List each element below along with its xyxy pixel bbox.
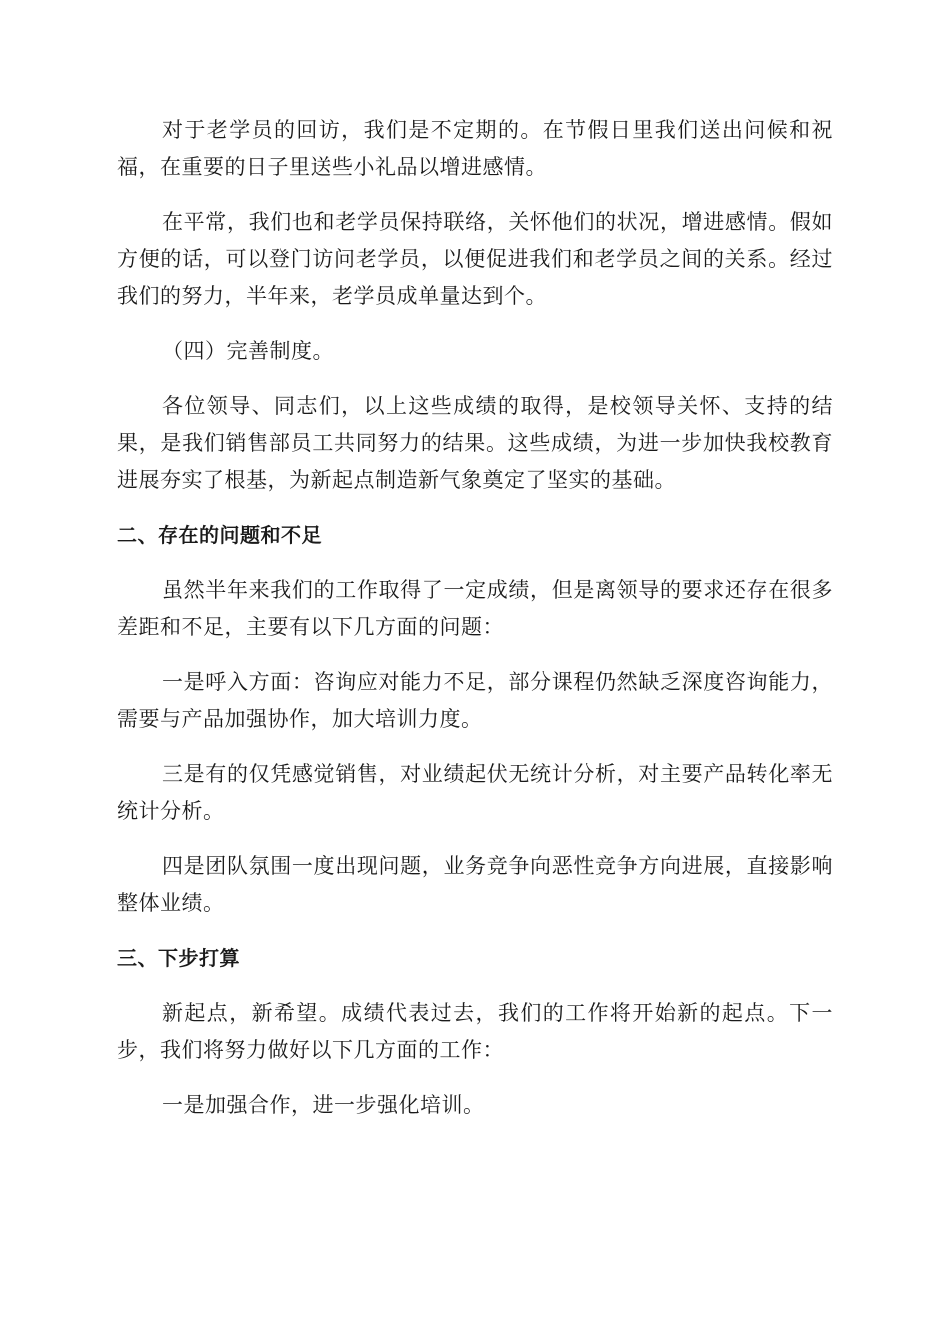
document-body [117,112,833,1142]
paragraph-achievements: 各位领导、同志们，以上这些成绩的取得，是校领导关怀、支持的结果，是我们销售部员工共同努力的结果。这些成绩，为进一步加快我校教育进展夯实了根基，为新起点制造新气象奠定了坚实的基础。 [117,394,833,492]
paragraph-problem-inbound: 一是呼入方面：咨询应对能力不足，部分课程仍然缺乏深度咨询能力，需要与产品加强协作，加大培训力度。 [117,670,833,731]
paragraph-improve-system: （四）完善制度。 [162,339,334,363]
section-heading-next-steps: 三、下步打算 [117,946,240,970]
paragraph-keep-contact: 在平常，我们也和老学员保持联络，关怀他们的状况，增进感情。假如方便的话，可以登门访问老学员，以便促进我们和老学员之间的关系。经过我们的努力，半年来，老学员成单量达到个。 [117,210,833,308]
paragraph-problem-statistics: 三是有的仅凭感觉销售，对业绩起伏无统计分析，对主要产品转化率无统计分析。 [117,762,833,823]
section-heading-problems: 二、存在的问题和不足 [117,523,322,547]
paragraph-next-steps-intro: 新起点，新希望。成绩代表过去，我们的工作将开始新的起点。下一步，我们将努力做好以下几方面的工作： [117,1001,833,1062]
paragraph-next-step-one: 一是加强合作，进一步强化培训。 [162,1093,485,1117]
paragraph-problem-team: 四是团队氛围一度出现问题，业务竞争向恶性竞争方向进展，直接影响整体业绩。 [117,854,833,915]
paragraph-problems-intro: 虽然半年来我们的工作取得了一定成绩，但是离领导的要求还存在很多差距和不足，主要有以下几方面的问题： [117,578,833,639]
paragraph-old-student-visits: 对于老学员的回访，我们是不定期的。在节假日里我们送出问候和祝福，在重要的日子里送些小礼品以增进感情。 [117,118,833,179]
